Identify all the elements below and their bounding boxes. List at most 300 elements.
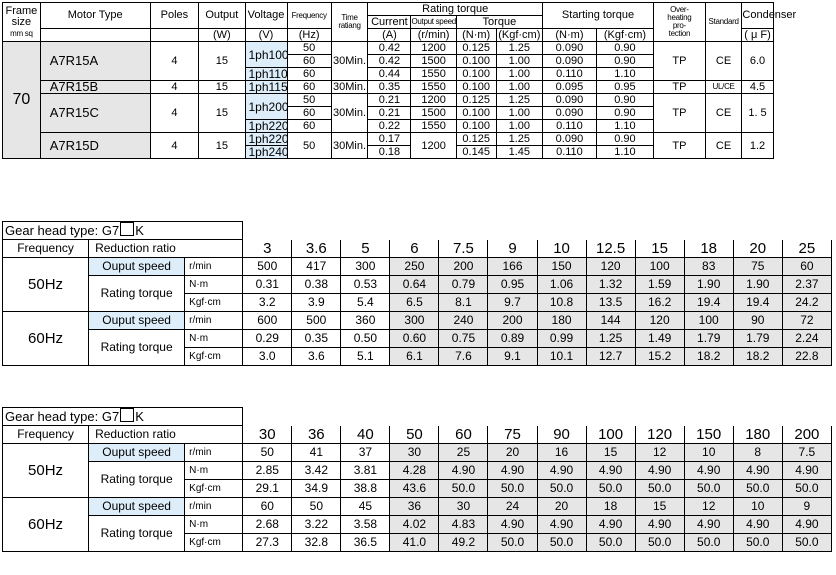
- reduction-ratio-value: 40: [341, 426, 390, 444]
- output-speed-value: 12: [684, 498, 733, 516]
- reduction-ratio-value: 30: [243, 426, 292, 444]
- output-speed-value: 10: [684, 444, 733, 462]
- rating-torque-nm-value: 1.25: [586, 330, 635, 348]
- rating-torque-nm-value: 4.90: [488, 462, 537, 480]
- rating-torque-nm-value: 0.53: [341, 276, 390, 294]
- output-speed-value: 200: [488, 312, 537, 330]
- overheat-value: TP: [654, 42, 706, 81]
- frequency-value: 60: [287, 68, 331, 81]
- rating-torque-kgf-value: 10.8: [537, 294, 586, 312]
- voltage-value: 1ph110: [245, 68, 287, 81]
- poles-value: 4: [150, 94, 199, 133]
- output-value: 15: [199, 81, 245, 94]
- rating-torque-nm-value: 2.68: [243, 516, 292, 534]
- torque-nm-value: 0.100: [456, 120, 496, 133]
- rating-torque-kgf-value: 50.0: [684, 480, 733, 498]
- rating-torque-nm-value: 0.99: [537, 330, 586, 348]
- voltage-value: 1ph100: [245, 42, 287, 68]
- rating-torque-kgf-value: 50.0: [586, 480, 635, 498]
- header-poles: Poles: [150, 3, 199, 29]
- start-nm-value: 0.090: [543, 42, 597, 55]
- output-speed-value: 200: [439, 258, 488, 276]
- time-rating-value: 30Min.: [333, 81, 367, 93]
- rating-torque-nm-value: 0.75: [439, 330, 488, 348]
- speed-unit: r/min: [185, 498, 243, 516]
- output-speed-value: 30: [439, 498, 488, 516]
- current-value: 0.18: [368, 146, 411, 159]
- reduction-ratio-value: 10: [537, 240, 586, 258]
- frequency-value: 60: [287, 81, 331, 94]
- motor-type-a7r15b: A7R15B: [40, 81, 150, 94]
- frame-size-value: 70: [3, 42, 41, 159]
- rating-torque-kgf-value: 49.2: [439, 534, 488, 552]
- output-speed-value: 20: [488, 444, 537, 462]
- start-nm-value: 0.090: [543, 94, 597, 107]
- condenser-value: 4.5: [742, 81, 773, 94]
- rating-torque-nm-value: 0.31: [243, 276, 292, 294]
- rating-torque-nm-value: 1.32: [586, 276, 635, 294]
- output-speed-value: 300: [390, 312, 439, 330]
- rating-torque-kgf-value: 29.1: [243, 480, 292, 498]
- output-speed-label: Ouput speed: [89, 312, 185, 330]
- rating-torque-nm-value: 3.42: [292, 462, 341, 480]
- frequency-value: 50: [287, 94, 331, 107]
- start-kgf-value: 0.90: [596, 42, 653, 55]
- gear-head-table-low-ratio: [2, 221, 832, 366]
- header-voltage: Voltage: [245, 3, 287, 29]
- reduction-ratio-value: 180: [733, 426, 782, 444]
- rating-torque-nm-value: 4.28: [390, 462, 439, 480]
- rating-torque-kgf-value: 6.5: [390, 294, 439, 312]
- rating-torque-nm-value: 2.24: [782, 330, 831, 348]
- start-kgf-value: 0.95: [596, 81, 653, 94]
- reduction-ratio-value: 90: [537, 426, 586, 444]
- output-speed-value: 83: [684, 258, 733, 276]
- unit-output: (W): [199, 29, 245, 42]
- torque-kgf-value: 1.00: [496, 81, 542, 94]
- torque-kgf-value: 1.25: [496, 42, 542, 55]
- output-speed-value: 8: [733, 444, 782, 462]
- voltage-value: 1ph220: [245, 133, 287, 146]
- title-spacer: [243, 408, 832, 426]
- rating-torque-nm-value: 1.49: [635, 330, 684, 348]
- torque-kgf-unit: Kgf·cm: [185, 348, 243, 366]
- output-speed-value: 18: [586, 498, 635, 516]
- reduction-ratio-value: 36: [292, 426, 341, 444]
- rating-torque-kgf-value: 38.8: [341, 480, 390, 498]
- rating-torque-nm-value: 4.90: [782, 516, 831, 534]
- torque-kgf-unit: Kgf·cm: [185, 534, 243, 552]
- output-speed-value: 72: [782, 312, 831, 330]
- rating-torque-kgf-value: 19.4: [684, 294, 733, 312]
- title-model-b: K: [135, 223, 144, 238]
- frequency-header: Frequency: [3, 240, 89, 258]
- frequency-header: Frequency: [3, 426, 89, 444]
- rating-torque-kgf-value: 15.2: [635, 348, 684, 366]
- time-rating-value: 30Min.: [331, 133, 368, 159]
- speed-unit: r/min: [185, 444, 243, 462]
- title-prefix: Gear head type:: [5, 409, 99, 424]
- rating-torque-kgf-value: 18.2: [684, 348, 733, 366]
- torque-nm-value: 0.100: [456, 81, 496, 94]
- header-frequency: Frequency: [287, 3, 331, 29]
- rating-torque-nm-value: 2.85: [243, 462, 292, 480]
- torque-kgf-value: 1.00: [496, 68, 542, 81]
- reduction-ratio-value: 120: [635, 426, 684, 444]
- output-speed-value: 30: [390, 444, 439, 462]
- output-speed-value: 50: [292, 498, 341, 516]
- frequency-value: 50Hz: [3, 444, 89, 498]
- rating-torque-kgf-value: 3.9: [292, 294, 341, 312]
- header-current: Current: [368, 16, 411, 29]
- output-value: 15: [199, 133, 245, 159]
- rating-torque-kgf-value: 6.1: [390, 348, 439, 366]
- output-speed-value: 144: [586, 312, 635, 330]
- rating-torque-nm-value: 4.90: [635, 462, 684, 480]
- frequency-value: 50Hz: [3, 258, 89, 312]
- output-speed-value: 500: [292, 312, 341, 330]
- rating-torque-label: Rating torque: [89, 330, 185, 366]
- output-speed-value: 600: [243, 312, 292, 330]
- poles-value: 4: [150, 81, 199, 94]
- output-speed-value: 60: [243, 498, 292, 516]
- rating-torque-nm-value: 0.29: [243, 330, 292, 348]
- header-output: Output: [199, 3, 245, 29]
- torque-nm-unit: N·m: [185, 516, 243, 534]
- output-speed-value: 150: [537, 258, 586, 276]
- torque-nm-value: 0.100: [456, 68, 496, 81]
- torque-nm-unit: N·m: [185, 462, 243, 480]
- speed-value: 1200: [411, 133, 456, 159]
- header-frame-size: Frame size mm sq: [3, 3, 41, 42]
- start-nm-value: 0.110: [543, 68, 597, 81]
- header-rating-torque: Rating torque: [368, 3, 543, 16]
- rating-torque-nm-value: 1.06: [537, 276, 586, 294]
- start-nm-value: 0.095: [543, 81, 597, 94]
- reduction-ratio-value: 18: [684, 240, 733, 258]
- torque-nm-value: 0.125: [456, 42, 496, 55]
- output-speed-value: 41: [292, 444, 341, 462]
- start-nm-value: 0.110: [543, 146, 597, 159]
- rating-torque-nm-value: 3.58: [341, 516, 390, 534]
- torque-nm-value: 0.145: [456, 146, 496, 159]
- start-nm-value: 0.090: [543, 133, 597, 146]
- rating-torque-nm-value: 4.02: [390, 516, 439, 534]
- current-value: 0.21: [368, 107, 411, 120]
- speed-unit: r/min: [185, 258, 243, 276]
- speed-value: 1550: [411, 81, 456, 94]
- reduction-ratio-value: 9: [488, 240, 537, 258]
- output-speed-label: Ouput speed: [89, 444, 185, 462]
- title-model-b: K: [135, 409, 144, 424]
- rating-torque-kgf-value: 27.3: [243, 534, 292, 552]
- output-speed-value: 240: [439, 312, 488, 330]
- overheat-value: TP: [654, 94, 706, 133]
- start-nm-value: 0.090: [543, 107, 597, 120]
- frequency-value: 60Hz: [3, 312, 89, 366]
- output-speed-value: 20: [537, 498, 586, 516]
- frequency-value: 50: [287, 42, 331, 55]
- speed-value: 1550: [411, 120, 456, 133]
- speed-value: 1200: [411, 94, 456, 107]
- rating-torque-nm-value: 0.95: [488, 276, 537, 294]
- output-speed-value: 24: [488, 498, 537, 516]
- standard-value: CE: [705, 133, 742, 159]
- rating-torque-kgf-value: 10.1: [537, 348, 586, 366]
- standard-value: UL/CE: [705, 81, 742, 94]
- output-speed-value: 300: [341, 258, 390, 276]
- torque-nm-unit: N·m: [185, 276, 243, 294]
- rating-torque-nm-value: 0.79: [439, 276, 488, 294]
- rating-torque-nm-value: 4.90: [684, 516, 733, 534]
- rating-torque-nm-value: 1.90: [733, 276, 782, 294]
- time-rating-value: 30Min.: [331, 42, 368, 81]
- output-speed-value: 417: [292, 258, 341, 276]
- rating-torque-nm-value: 0.89: [488, 330, 537, 348]
- rating-torque-nm-value: 0.38: [292, 276, 341, 294]
- rating-torque-kgf-value: 3.0: [243, 348, 292, 366]
- output-speed-value: 100: [635, 258, 684, 276]
- unit-current: (A): [368, 29, 411, 42]
- torque-kgf-value: 1.25: [496, 94, 542, 107]
- condenser-value: 6.0: [742, 42, 773, 81]
- reduction-ratio-value: 15: [635, 240, 684, 258]
- output-speed-value: 60: [782, 258, 831, 276]
- current-value: 0.42: [368, 55, 411, 68]
- torque-kgf-unit: Kgf·cm: [185, 294, 243, 312]
- speed-value: 1500: [411, 107, 456, 120]
- rating-torque-nm-value: 4.90: [684, 462, 733, 480]
- voltage-value: 1ph115: [245, 81, 287, 94]
- speed-value: 1500: [411, 55, 456, 68]
- gear-head-table-high-ratio: [2, 407, 832, 552]
- header-starting-torque: Starting torque: [543, 3, 654, 29]
- rating-torque-kgf-value: 50.0: [488, 534, 537, 552]
- unit-torque-kgf: (Kgf·cm): [496, 29, 542, 42]
- rating-torque-kgf-value: 41.0: [390, 534, 439, 552]
- rating-torque-kgf-value: 50.0: [439, 480, 488, 498]
- unit-voltage: (V): [245, 29, 287, 42]
- rating-torque-kgf-value: 50.0: [635, 534, 684, 552]
- output-speed-value: 166: [488, 258, 537, 276]
- header-output-speed: Output speed: [411, 16, 456, 29]
- rating-torque-kgf-value: 22.8: [782, 348, 831, 366]
- torque-nm-unit: N·m: [185, 330, 243, 348]
- output-speed-value: 120: [586, 258, 635, 276]
- rating-torque-nm-value: 3.22: [292, 516, 341, 534]
- rating-torque-kgf-value: 9.7: [488, 294, 537, 312]
- output-speed-value: 500: [243, 258, 292, 276]
- rating-torque-kgf-value: 50.0: [733, 534, 782, 552]
- start-kgf-value: 1.10: [596, 120, 653, 133]
- output-speed-value: 120: [635, 312, 684, 330]
- title-model-a: G7: [101, 409, 120, 424]
- rating-torque-nm-value: 4.90: [635, 516, 684, 534]
- rating-torque-kgf-value: 8.1: [439, 294, 488, 312]
- motor-type-a7r15d: A7R15D: [40, 133, 150, 159]
- output-speed-label: Ouput speed: [89, 258, 185, 276]
- title-prefix: Gear head type:: [5, 223, 99, 238]
- rating-torque-nm-value: 0.64: [390, 276, 439, 294]
- start-kgf-value: 0.90: [596, 133, 653, 146]
- header-condenser: Condenser: [742, 3, 773, 29]
- time-rating-value: 30Min.: [331, 94, 368, 133]
- rating-torque-nm-value: 1.90: [684, 276, 733, 294]
- output-speed-value: 250: [390, 258, 439, 276]
- rating-torque-kgf-value: 50.0: [782, 534, 831, 552]
- torque-nm-value: 0.100: [456, 107, 496, 120]
- rating-torque-nm-value: 0.35: [292, 330, 341, 348]
- torque-kgf-value: 1.45: [496, 146, 542, 159]
- unit-poles: [150, 29, 199, 42]
- rating-torque-nm-value: 4.90: [586, 516, 635, 534]
- rating-torque-label: Rating torque: [89, 516, 185, 552]
- reduction-ratio-value: 50: [390, 426, 439, 444]
- poles-value: 4: [150, 42, 199, 81]
- header-motor-type: Motor Type: [40, 3, 150, 29]
- rating-torque-nm-value: 1.79: [684, 330, 733, 348]
- rating-torque-nm-value: 1.59: [635, 276, 684, 294]
- standard-value: CE: [705, 42, 742, 81]
- current-value: 0.44: [368, 68, 411, 81]
- rating-torque-kgf-value: 24.2: [782, 294, 831, 312]
- torque-nm-value: 0.125: [456, 94, 496, 107]
- rating-torque-kgf-value: 3.2: [243, 294, 292, 312]
- voltage-value: 1ph240: [245, 146, 287, 159]
- motor-type-a7r15c: A7R15C: [40, 94, 150, 133]
- start-kgf-value: 1.10: [596, 68, 653, 81]
- output-speed-value: 36: [390, 498, 439, 516]
- square-placeholder-icon: [120, 408, 134, 422]
- rating-torque-kgf-value: 36.5: [341, 534, 390, 552]
- reduction-ratio-value: 75: [488, 426, 537, 444]
- output-speed-value: 50: [243, 444, 292, 462]
- reduction-ratio-value: 20: [733, 240, 782, 258]
- start-kgf-value: 0.90: [596, 94, 653, 107]
- torque-kgf-unit: Kgf·cm: [185, 480, 243, 498]
- rating-torque-nm-value: 4.83: [439, 516, 488, 534]
- reduction-ratio-value: 200: [782, 426, 831, 444]
- motor-spec-table: [2, 2, 832, 159]
- current-value: 0.17: [368, 133, 411, 146]
- rating-torque-nm-value: 4.90: [586, 462, 635, 480]
- torque-kgf-value: 1.00: [496, 107, 542, 120]
- reduction-ratio-value: 7.5: [439, 240, 488, 258]
- output-speed-value: 10: [733, 498, 782, 516]
- output-speed-value: 180: [537, 312, 586, 330]
- reduction-ratio-value: 100: [586, 426, 635, 444]
- frequency-value: 60: [287, 55, 331, 68]
- speed-unit: r/min: [185, 312, 243, 330]
- rating-torque-kgf-value: 50.0: [782, 480, 831, 498]
- rating-torque-kgf-value: 43.6: [390, 480, 439, 498]
- gear-head-type-title: [3, 222, 243, 240]
- frequency-value: 50: [287, 133, 331, 159]
- rating-torque-kgf-value: 50.0: [537, 480, 586, 498]
- rating-torque-nm-value: 4.90: [782, 462, 831, 480]
- rating-torque-kgf-value: 9.1: [488, 348, 537, 366]
- header-torque: Torque: [456, 16, 542, 29]
- rating-torque-kgf-value: 5.4: [341, 294, 390, 312]
- reduction-ratio-value: 60: [439, 426, 488, 444]
- speed-value: 1200: [411, 42, 456, 55]
- unit-torque-nm: (N·m): [456, 29, 496, 42]
- motor-type-a7r15a: A7R15A: [40, 42, 150, 81]
- header-standard: Standard: [705, 3, 742, 42]
- overheat-value: TP: [654, 133, 706, 159]
- rating-torque-nm-value: 4.90: [537, 462, 586, 480]
- rating-torque-kgf-value: 50.0: [684, 534, 733, 552]
- start-kgf-value: 0.90: [596, 55, 653, 68]
- rating-torque-kgf-value: 18.2: [733, 348, 782, 366]
- frequency-value: 60: [287, 120, 331, 133]
- rating-torque-nm-value: 3.81: [341, 462, 390, 480]
- voltage-value: 1ph220: [245, 120, 287, 133]
- rating-torque-kgf-value: 50.0: [635, 480, 684, 498]
- reduction-ratio-value: 3: [243, 240, 292, 258]
- torque-nm-value: 0.100: [456, 55, 496, 68]
- reduction-ratio-value: 12.5: [586, 240, 635, 258]
- gear-head-type-title: [3, 408, 243, 426]
- square-placeholder-icon: [120, 222, 134, 236]
- unit-speed: (r/min): [411, 29, 456, 42]
- current-value: 0.42: [368, 42, 411, 55]
- output-speed-value: 75: [733, 258, 782, 276]
- rating-torque-kgf-value: 50.0: [586, 534, 635, 552]
- unit-start-nm: (N·m): [543, 29, 597, 42]
- rating-torque-kgf-value: 13.5: [586, 294, 635, 312]
- rating-torque-nm-value: 4.90: [439, 462, 488, 480]
- unit-condenser: ( μ F): [742, 29, 773, 42]
- output-speed-value: 100: [684, 312, 733, 330]
- torque-nm-value: 0.125: [456, 133, 496, 146]
- rating-torque-kgf-value: 12.7: [586, 348, 635, 366]
- rating-torque-nm-value: 2.37: [782, 276, 831, 294]
- output-value: 15: [199, 94, 245, 133]
- output-value: 15: [199, 42, 245, 81]
- start-nm-value: 0.090: [543, 55, 597, 68]
- title-spacer: [243, 222, 832, 240]
- title-model-a: G7: [101, 223, 120, 238]
- output-speed-value: 45: [341, 498, 390, 516]
- output-speed-value: 25: [439, 444, 488, 462]
- header-overheating-protection: Over- heating pro- tection: [654, 3, 706, 42]
- voltage-value: 1ph200: [245, 94, 287, 120]
- rating-torque-nm-value: 1.79: [733, 330, 782, 348]
- reduction-ratio-value: 25: [782, 240, 831, 258]
- rating-torque-kgf-value: 5.1: [341, 348, 390, 366]
- output-speed-value: 37: [341, 444, 390, 462]
- frequency-value: 60Hz: [3, 498, 89, 552]
- start-kgf-value: 1.10: [596, 146, 653, 159]
- output-speed-label: Ouput speed: [89, 498, 185, 516]
- rating-torque-kgf-value: 19.4: [733, 294, 782, 312]
- output-speed-value: 16: [537, 444, 586, 462]
- output-speed-value: 15: [635, 498, 684, 516]
- rating-torque-kgf-value: 50.0: [488, 480, 537, 498]
- rating-torque-kgf-value: 7.6: [439, 348, 488, 366]
- frequency-value: 60: [287, 107, 331, 120]
- speed-value: 1550: [411, 68, 456, 81]
- start-nm-value: 0.110: [543, 120, 597, 133]
- output-speed-value: 9: [782, 498, 831, 516]
- reduction-ratio-value: 6: [390, 240, 439, 258]
- rating-torque-kgf-value: 32.8: [292, 534, 341, 552]
- output-speed-value: 7.5: [782, 444, 831, 462]
- rating-torque-kgf-value: 34.9: [292, 480, 341, 498]
- rating-torque-nm-value: 0.60: [390, 330, 439, 348]
- unit-start-kgf: (Kgf·cm): [596, 29, 653, 42]
